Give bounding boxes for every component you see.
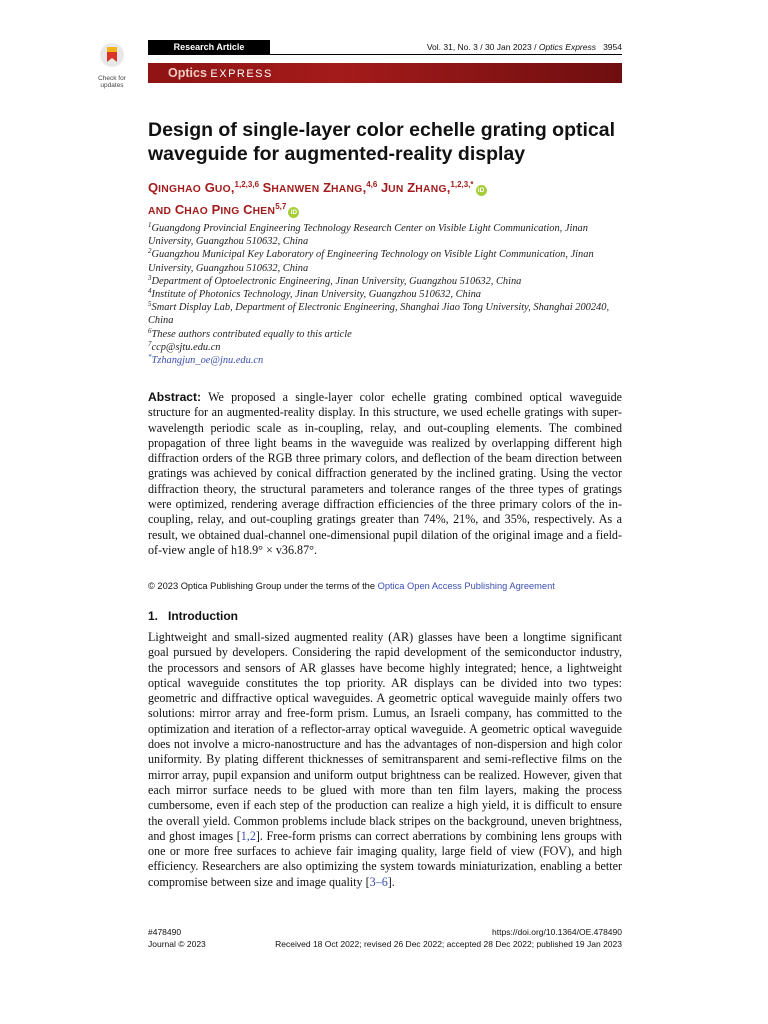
- article-title: Design of single-layer color echelle grating optical waveguide for augmented-reality display: [148, 119, 616, 165]
- doi-link[interactable]: https://doi.org/10.1364/OE.478490: [492, 927, 622, 937]
- author-3: JUN ZHANG,$^{1,2,3,*}$: [380, 180, 474, 195]
- author-list: [148, 178, 628, 222]
- intro-part-1: Lightweight and small-sized augmented reality (AR) glasses have been a longtime significant goal pursued by developers. Considering the rapid development of the semiconductor industry, the processors and sensors of AR glasses have become highly integrated; hence, a lightweight optical waveguide constitutes the top priority. AR displays can be divided into two types: geometric and diffractive optical waveguides. A geometric optical waveguide mainly offers two solutions: mirror array and free-form prism. Lumus, an Israeli company, has committed to the optimization and iteration of a reflector-array optical waveguide. A geometric optical waveguide does not involve a micro-nanostructure and has the advantages of non-dispersion and high color uniformity. By plating different thicknesses of semitransparent and semi-reflective films on the mirror array, pupil expansion and uniform output brightness can be realized. However, given that each mirror surface needs to be glued with more than ten film layers, making the process cumbersome, even if each step of the production can realize a high yield, it is difficult to ensure the overall yield. Common problems include black stripes on the background, uneven brightness, and ghost images [: [148, 630, 622, 843]
- publication-dates: Received 18 Oct 2022; revised 26 Dec 2022; accepted 28 Dec 2022; published 19 Jan 2023: [275, 939, 622, 949]
- affiliation-3: $^3$Department of Optoelectronic Engineering, Jinan University, Guangzhou 510632, China: [148, 273, 522, 287]
- email-2[interactable]: *Tzhangjun_oe@jnu.edu.cn: [148, 353, 264, 367]
- article-type-label: Research Article: [173, 42, 245, 52]
- journal-logo-optics: Optics: [168, 66, 207, 80]
- affiliation-5: $^5$Smart Display Lab, Department of Electronic Engineering, Shanghai Jiao Tong University, Shanghai 200240, China: [148, 300, 610, 327]
- open-access-link[interactable]: Optica Open Access Publishing Agreement: [377, 581, 555, 591]
- badge-line-1: Check for: [98, 75, 126, 82]
- affiliation-1: $^1$Guangdong Provincial Engineering Technology Research Center on Visible Light Communication, Jinan University, Guangzhou 510632, China: [148, 221, 588, 248]
- affiliation-2: $^2$Guangzhou Municipal Key Laboratory of Engineering Technology on Visible Light Communication, Jinan University, Guangzhou 510632, China: [148, 247, 594, 274]
- bookmark-icon: [99, 42, 125, 68]
- intro-part-3: ].: [387, 874, 395, 889]
- journal-copyright: Journal © 2023: [148, 939, 206, 949]
- badge-line-2: updates: [100, 82, 124, 89]
- orcid-icon[interactable]: iD: [476, 185, 487, 196]
- copyright-line: [148, 580, 622, 592]
- abstract-text: We proposed a single-layer color echelle grating combined optical waveguide structure for an augmented-reality display. In this structure, we used echelle gratings with super-wavelength periodic scale as in-coupling, relay, and out-coupling elements. The combined propagation of three light beams in the waveguide was realized by overlapping different high diffraction orders of the RGB three primary colors, and deflection of the beam direction between gratings was achieved by conical diffraction generated by the inclined grating. Using the vector diffraction theory, the structural parameters and tolerance ranges of the three types of gratings were optimized, rendering average diffraction efficiencies of the three primary colors of the in-coupling, relay, and out-coupling gratings greater than 74%, 21%, and 35%, respectively. As a result, we obtained dual-channel one-dimensional pupil dilation of the original image and a field-of-view angle of h18.9° × v36.87°.: [148, 390, 622, 557]
- section-heading: 1. Introduction: [148, 609, 238, 623]
- affiliations: [148, 222, 624, 367]
- check-for-updates-badge[interactable]: [90, 42, 134, 89]
- introduction-text: [148, 630, 622, 890]
- copyright-text: © 2023 Optica Publishing Group under the terms of the: [148, 581, 378, 591]
- affiliation-6: $^6$These authors contributed equally to this article: [148, 326, 352, 340]
- affiliation-4: $^4$Institute of Photonics Technology, Jinan University, Guangzhou 510632, China: [148, 287, 481, 301]
- orcid-icon[interactable]: iD: [288, 207, 299, 218]
- page-number: 3954: [603, 42, 622, 52]
- citation-link[interactable]: 3–6: [369, 874, 388, 889]
- volume-info: [290, 41, 622, 54]
- check-for-updates-label: [90, 75, 134, 89]
- intro-part-2: ]. Free-form prisms can correct aberrations by combining lens groups with one or more free surfaces to achieve fair imaging quality, large field of view (FOV), and high efficiency. Researchers are also optimizing the system towards miniaturization, enabling a better compromise between size and image quality [: [148, 828, 622, 889]
- abstract: [148, 390, 622, 558]
- author-4: AND CHAO PING CHEN$^{5,7}$: [148, 202, 287, 217]
- volume-text: Vol. 31, No. 3 / 30 Jan 2023 /: [426, 42, 539, 52]
- email-1[interactable]: $^7$ccp@sjtu.edu.cn: [148, 339, 221, 353]
- abstract-label: Abstract:: [148, 390, 202, 404]
- author-2: SHANWEN ZHANG,$^{4,6}$: [262, 180, 378, 195]
- journal-name: Optics Express: [538, 42, 596, 52]
- author-1: QINGHAO GUO,$^{1,2,3,6}$: [148, 180, 260, 195]
- footer-left: [148, 926, 206, 950]
- article-id: #478490: [148, 927, 182, 937]
- citation-link[interactable]: 1,2: [240, 828, 256, 843]
- header-rule: [270, 54, 622, 55]
- journal-logo-express: EXPRESS: [210, 68, 273, 80]
- journal-logo: [168, 64, 273, 82]
